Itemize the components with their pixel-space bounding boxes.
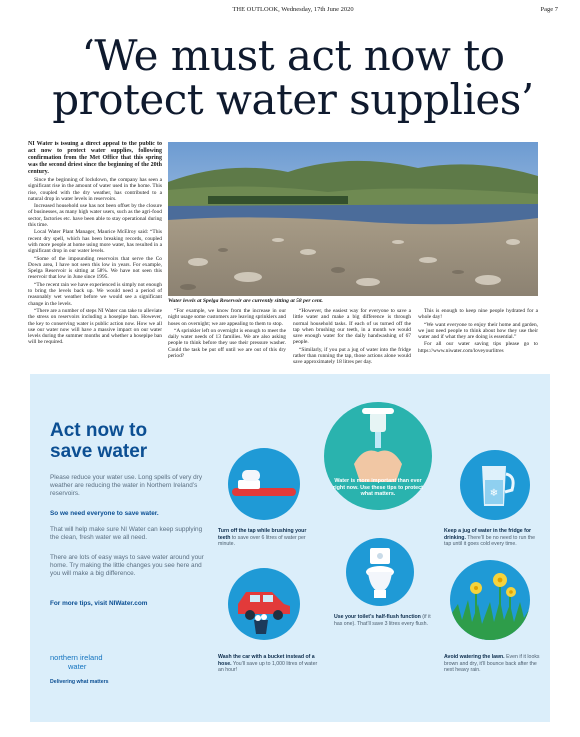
lawn-flowers-icon bbox=[450, 560, 530, 640]
tip-car-text: You’ll save up to 1,000 litres of water an hour! bbox=[218, 660, 318, 674]
article-paragraph: Since the beginning of lockdown, the company has seen a significant rise in the amount of water used in the home. This rise, coupled with the dry weather, has contributed to a natural drop in water levels in reservoirs. bbox=[28, 177, 162, 202]
headline-line-1: ‘We must act now to bbox=[81, 31, 505, 80]
advert-title-line-1: Act now to bbox=[50, 420, 148, 441]
center-circle-text: Water is more important than ever right now. Use these tips to protect what matters. bbox=[333, 478, 423, 498]
article-paragraph: “Some of the impounding reservoirs that serve the Co Down area, I have not seen this low in years. For example, Spelga Reservoir is sitting at 58%. We have not seen this reservoir that low in June since 1995. bbox=[28, 255, 162, 281]
article-paragraph: “There are a number of steps NI Water can take to alleviate the stress on reservoirs including a hosepipe ban. However, the key to conserving water is public action now. How we all use our water now will have a massive impact on our water levels during the summer months and whether a hosepipe ban will be required. bbox=[28, 307, 162, 346]
article-column-4 bbox=[418, 308, 538, 368]
logo-line-2: water bbox=[68, 662, 87, 671]
tip-car-wash bbox=[218, 654, 318, 674]
tip-lawn-text: Even if it looks brown and dry, it’ll bounce back after the next heavy rain. bbox=[444, 654, 540, 674]
svg-text:❄: ❄ bbox=[489, 488, 499, 499]
article-paragraph: For all our water saving tips please go to https://www.niwater.com/loveyourlitres bbox=[418, 341, 538, 354]
toothbrush-icon bbox=[228, 448, 300, 520]
masthead bbox=[28, 6, 558, 18]
article-paragraph: This is enough to keep nine people hydrated for a whole day! bbox=[418, 308, 538, 321]
reservoir-photo bbox=[168, 142, 538, 296]
toilet-icon bbox=[346, 538, 414, 606]
tip-half-flush bbox=[334, 614, 432, 627]
article-paragraph: Increased household use has not been offset by the closure of businesses, as many high water users, such as the agri-food sector, factories etc. have been able to stay operational during this time. bbox=[28, 203, 162, 229]
article-paragraph: “However, the easiest way for everyone to save a little water and make a big difference is through normal household tasks. If each of us turned off the tap when brushing our teeth, in a month we would save enough water for the daily handwashing of 67 people. bbox=[293, 308, 411, 346]
tip-fridge-jug bbox=[444, 528, 540, 548]
article-paragraph: “A sprinkler left on overnight is enough to meet the daily water needs of 13 families. We are also asking people to think before they use their pressure washer. Could the task be put off until we are out of this dry period? bbox=[168, 327, 286, 360]
article-paragraph: “We want everyone to enjoy their home and garden, we just need people to think about how they use their water and if what they are doing is essential.” bbox=[418, 321, 538, 341]
advert-paragraph: There are lots of easy ways to save water around your home. Try making the little changes you see here and you will make a big difference. bbox=[50, 554, 204, 578]
tip-lawn-bold: Avoid watering the lawn. bbox=[444, 654, 505, 660]
advert-paragraph: That will help make sure NI Water can keep supplying the clean, fresh water we all need. bbox=[50, 526, 203, 542]
tip-car-bold: Wash the car with a bucket instead of a hose. bbox=[218, 654, 315, 667]
page-number: Page 7 bbox=[540, 6, 558, 13]
article-paragraph: “The recent rain we have experienced is simply not enough to bring the levels back up. We would need a period of reasonably wet weather before we would see a significant change in the levels. bbox=[28, 281, 162, 307]
headline bbox=[28, 31, 558, 124]
tip-jug-bold: Keep a jug of water in the fridge for drinking. bbox=[444, 528, 532, 541]
car-bucket-icon bbox=[228, 568, 300, 640]
tip-brushing-text: to save over 6 litres of water per minute. bbox=[218, 534, 306, 548]
tip-brushing-bold: Turn off the tap while brushing your teeth bbox=[218, 528, 307, 541]
headline-line-2: protect water supplies’ bbox=[52, 75, 534, 124]
ni-water-logo bbox=[50, 653, 109, 685]
photo-caption: Water levels at Spelga Reservoir are currently sitting at 58 per cent. bbox=[168, 298, 323, 304]
article-paragraph: “For example, we know from the increase in our night usage some customers are leaving sprinklers and hoses on overnight; we are appealing to them to stop. bbox=[168, 308, 286, 327]
publication-date: THE OUTLOOK, Wednesday, 17th June 2020 bbox=[232, 6, 354, 13]
advert-intro: Please reduce your water use. Long spells of very dry weather are reducing the water in Northern Ireland’s reservoirs. bbox=[50, 474, 203, 498]
logo-line-1: northern ireland bbox=[50, 653, 103, 662]
article-paragraph: “Similarly, if you put a jug of water into the fridge rather than running the tap, those actions alone would save approximately 18 litres per day. bbox=[293, 346, 411, 366]
advert-website-link[interactable]: For more tips, visit NIWater.com bbox=[50, 600, 148, 607]
article-column-3 bbox=[293, 308, 411, 368]
save-water-advert bbox=[30, 374, 550, 722]
tip-brushing-teeth bbox=[218, 528, 318, 548]
article-column-1 bbox=[28, 141, 162, 367]
water-jug-icon bbox=[460, 450, 530, 520]
tip-toilet-bold: Use your toilet’s half-flush function bbox=[334, 614, 421, 620]
tip-toilet-text: (if it has one). That’ll save 3 litres every flush. bbox=[334, 614, 431, 627]
advert-emphasis: So we need everyone to save water. bbox=[50, 510, 159, 517]
article-lead: NI Water is issuing a direct appeal to the public to act now to protect water supplies, following confirmation from the Met Office that this spring was the second driest since the beginning of the 20th century. bbox=[28, 141, 162, 175]
tip-lawn bbox=[444, 654, 544, 674]
article-column-2 bbox=[168, 308, 286, 368]
reservoir-landscape-image bbox=[168, 142, 538, 296]
tip-jug-text: There’ll be no need to run the tap until it goes cold every time. bbox=[444, 534, 536, 548]
advert-title bbox=[50, 420, 147, 462]
article-paragraph: Local Water Plant Manager, Maurice McElroy said: “This recent dry spell, which has been breaking records, coupled with more people at home using more water, has resulted in a significant drop in our water levels. bbox=[28, 229, 162, 255]
logo-tagline: Delivering what matters bbox=[50, 679, 109, 685]
advert-title-line-2: save water bbox=[50, 441, 148, 462]
